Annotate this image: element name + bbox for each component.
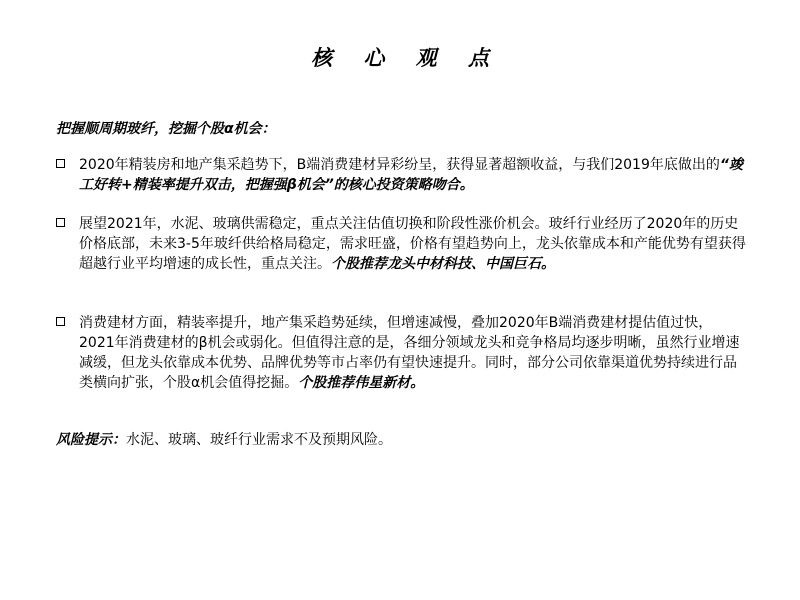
risk-text: 水泥、玻璃、玻纤行业需求不及预期风险。: [126, 432, 392, 448]
page-title: 核 心 观 点: [311, 46, 501, 70]
risk-label: 风险提示：: [56, 432, 126, 448]
bullet-text: 消费建材方面，精装率提升，地产集采趋势延续，但增速减慢，叠加2020年B端消费建材提估值过快，2021年消费建材的β机会或弱化。但值得注意的是，各细分领域龙头和竞争格局均逐步明晰，虽然行业增速减缓，但龙头依靠成本优势、品牌优势等市占率仍有望快速提升。同时，部分公司依靠渠道优势持续进行品类横向扩张，个股α机会值得挖掘。: [79, 315, 740, 391]
square-bullet-icon: [56, 317, 65, 326]
bullet-item: [56, 313, 746, 393]
risk-note: [56, 429, 392, 449]
bullet-emphasis: “竣工好转+精装率提升双击，把握强β机会”的核心投资策略吻合。: [79, 157, 743, 193]
bullet-emphasis: 个股推荐伟星新材。: [298, 375, 425, 391]
section-heading: 把握顺周期玻纤，挖掘个股α机会：: [56, 121, 276, 137]
bullet-emphasis: 个股推荐龙头中材科技、中国巨石。: [331, 256, 555, 272]
bullet-text: 展望2021年，水泥、玻璃供需稳定，重点关注估值切换和阶段性涨价机会。玻纤行业经历了2020年的历史价格底部，未来3-5年玻纤供给格局稳定，需求旺盛，价格有望趋势向上，龙头依靠成本和产能优势有望获得超越行业平均增速的成长性，重点关注。: [79, 216, 746, 272]
square-bullet-icon: [56, 159, 65, 168]
square-bullet-icon: [56, 218, 65, 227]
bullet-item: [56, 155, 746, 195]
bullet-item: [56, 214, 746, 274]
bullet-text: 2020年精装房和地产集采趋势下，B端消费建材异彩纷呈，获得显著超额收益，与我们2019年底做出的: [79, 157, 720, 173]
